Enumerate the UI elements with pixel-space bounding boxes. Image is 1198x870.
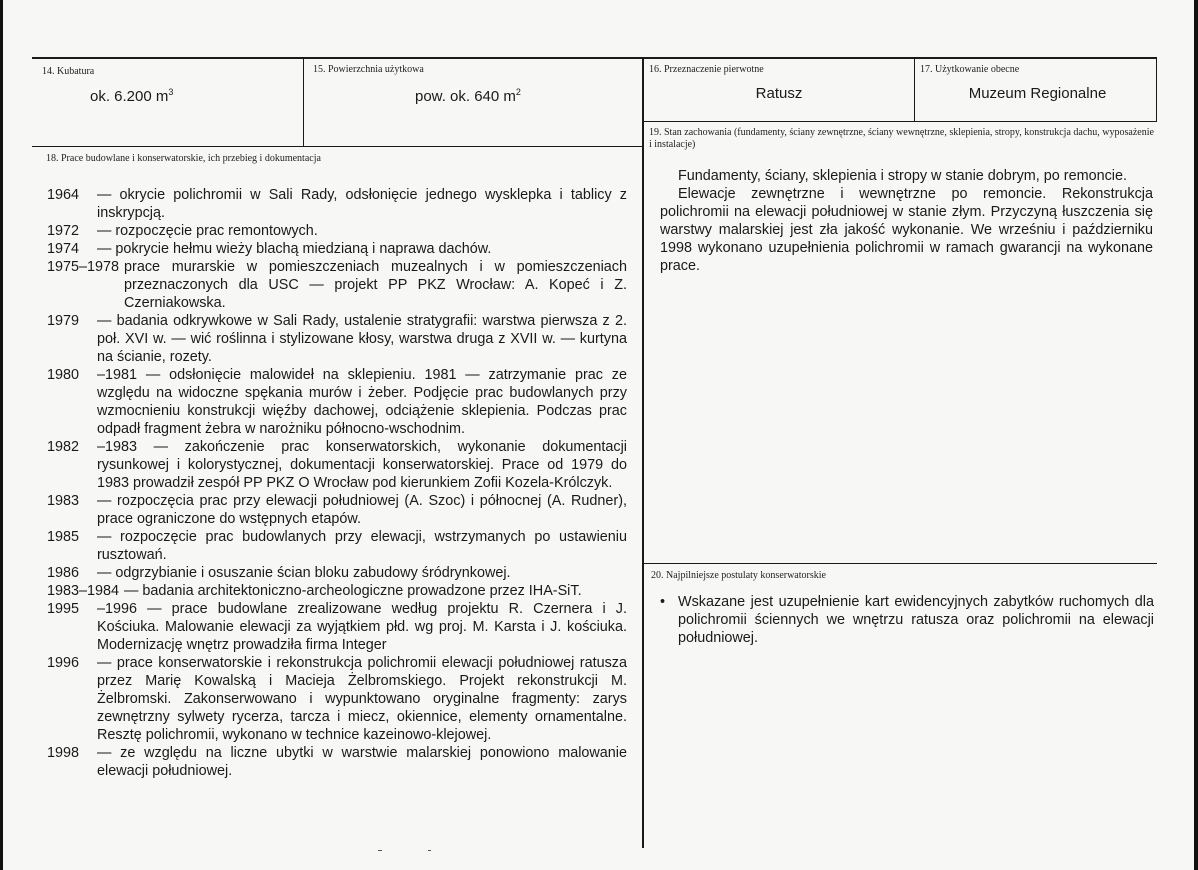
scan-edge-left bbox=[0, 0, 3, 870]
work-text: — rozpoczęcie prac budowlanych przy elewacji, wstrzymanych po ustawieniu rusztowań. bbox=[97, 529, 627, 563]
work-text: –1983 — zakończenie prac konserwatorskich, wykonanie dokumentacji rysunkowej i kolorystycznej, dokumentacji konserwatorskiej. Prace od 1979 do 1983 prowadził zespół PP PKZ O Wrocław pod kierunkiem Zofii Kozela-Królczyk. bbox=[97, 439, 627, 491]
work-text: — prace konserwatorskie i rekonstrukcja polichromii elewacji południowej ratusza przez Marię Kowalską i Macieja Żelbromskiego. Projekt rekonstrukcji M. Żelbromski. Zakonserwowano i wypunktowano oryginalne fragmenty: zarys zewnętrzny sylwety rycerza, tarcza i miecz, okiennice, elementy ornamentalne. Resztę polichromii, wykonano w technice kazeinowo-klejowej. bbox=[97, 655, 627, 743]
work-text: — badania architektoniczno-archeologiczne prowadzone przez IHA-SiT. bbox=[124, 583, 582, 599]
work-text: — rozpoczęcie prac remontowych. bbox=[97, 223, 318, 239]
work-year: 1972 bbox=[47, 223, 80, 239]
field-17-label: 17. Użytkowanie obecne bbox=[920, 64, 1020, 75]
field-14-value-text: ok. 6.200 m bbox=[90, 88, 169, 105]
work-text: — rozpoczęcia prac przy elewacji południowej (A. Szoc) i północnej (A. Rudner), prace ograniczone do wstępnych etapów. bbox=[97, 493, 627, 527]
work-text: — odgrzybianie i osuszanie ścian bloku zabudowy śródrynkowej. bbox=[97, 565, 511, 581]
work-entry bbox=[47, 528, 627, 564]
rule-above-20 bbox=[642, 563, 1157, 564]
condition-text bbox=[660, 167, 1153, 275]
field-17-value: Muzeum Regionalne bbox=[968, 85, 1107, 102]
bullet-icon: • bbox=[660, 594, 666, 610]
work-entry bbox=[47, 654, 627, 744]
work-text: — okrycie polichromii w Sali Rady, odsłonięcie jednego wysklepka i tablicy z inskrypcją. bbox=[97, 187, 627, 221]
work-text: — badania odkrywkowe w Sali Rady, ustalenie stratygrafii: warstwa pierwsza z 2. poł. XVI w. — wić roślinna i stylizowane kłosy, warstwa druga z XVII w. — kurtyna na ścianie, rozety. bbox=[97, 313, 627, 365]
work-year: 1982 bbox=[47, 439, 80, 455]
work-entry bbox=[47, 600, 627, 654]
vertical-rule-14-15 bbox=[303, 58, 304, 146]
work-text: — ze względu na liczne ubytki w warstwie malarskiej ponowiono malowanie elewacji południowej. bbox=[97, 745, 627, 779]
vertical-rule-main bbox=[642, 58, 644, 848]
work-year: 1983–1984 bbox=[47, 583, 120, 599]
field-18-label: 18. Prace budowlane i konserwatorskie, ich przebieg i dokumentacja bbox=[46, 153, 321, 164]
rule-below-16-17 bbox=[642, 121, 1157, 122]
postulates-list bbox=[652, 593, 1154, 647]
field-15-value-text: pow. ok. 640 m bbox=[415, 88, 516, 105]
work-text: — pokrycie hełmu wieży blachą miedzianą i naprawa dachów. bbox=[97, 241, 492, 257]
work-entry bbox=[47, 492, 627, 528]
scan-edge-right bbox=[1194, 0, 1198, 870]
work-entry bbox=[47, 240, 627, 258]
work-year: 1964 bbox=[47, 187, 80, 203]
postulate-text: Wskazane jest uzupełnienie kart ewidencyjnych zabytków ruchomych dla polichromii ściennych we wnętrzu ratusza oraz polichromii na elewacji południowej. bbox=[678, 594, 1154, 646]
work-year: 1998 bbox=[47, 745, 80, 761]
field-14-value-sup: 3 bbox=[168, 87, 174, 97]
field-16-label: 16. Przeznaczenie pierwotne bbox=[649, 64, 764, 75]
work-entry bbox=[47, 564, 627, 582]
work-entry bbox=[47, 312, 627, 366]
field-14-value bbox=[90, 88, 173, 106]
top-rule-right bbox=[642, 57, 1157, 59]
field-15-value bbox=[415, 88, 521, 106]
work-entry bbox=[47, 186, 627, 222]
work-year: 1995 bbox=[47, 601, 80, 617]
work-year: 1974 bbox=[47, 241, 80, 257]
work-entry bbox=[47, 258, 627, 312]
condition-paragraph: Fundamenty, ściany, sklepienia i stropy w stanie dobrym, po remoncie. bbox=[678, 168, 1127, 184]
scan-mark bbox=[428, 850, 431, 851]
work-entry bbox=[47, 582, 627, 600]
work-text: –1981 — odsłonięcie malowideł na sklepieniu. 1981 — zatrzymanie prac ze względu na widoczne spękania murów i żeber. Podjęcie prac budowlanych przy wzmocnieniu konstrukcji więźby dachowej, odciążenie sklepienia. Podczas prac odpadł fragment żebra w narożniku północno-wschodnim. bbox=[97, 367, 627, 437]
work-entry bbox=[47, 222, 627, 240]
postulate-item bbox=[652, 593, 1154, 647]
field-15-value-sup: 2 bbox=[515, 87, 521, 97]
work-entry bbox=[47, 438, 627, 492]
work-year: 1980 bbox=[47, 367, 80, 383]
work-year: 1985 bbox=[47, 529, 80, 545]
work-entry bbox=[47, 366, 627, 438]
rule-below-14-15 bbox=[32, 146, 643, 147]
work-year: 1975–1978 bbox=[47, 259, 120, 275]
field-20-label: 20. Najpilniejsze postulaty konserwatorskie bbox=[651, 570, 826, 581]
work-entry bbox=[47, 744, 627, 780]
field-19-label: 19. Stan zachowania (fundamenty, ściany zewnętrzne, ściany wewnętrzne, sklepienia, stropy, konstrukcja dachu, wyposażenie i instalacje) bbox=[649, 127, 1154, 150]
scan-mark bbox=[378, 850, 382, 851]
work-year: 1986 bbox=[47, 565, 80, 581]
condition-paragraph: Elewacje zewnętrzne i wewnętrzne po remoncie. Rekonstrukcja polichromii na elewacji południowej w stanie złym. Przyczyną łuszczenia się warstwy malarskiej jest zła jakość wykonanie. We wrześniu i październiku 1998 wykonano uzupełnienia polichromii w ramach gwarancji na wykonane prace. bbox=[660, 186, 1153, 274]
work-text: prace murarskie w pomieszczeniach muzealnych i w pomieszczeniach przeznaczonych dla USC — projekt PP PKZ Wrocław: A. Kopeć i Z. Czerniakowska. bbox=[124, 259, 627, 311]
work-year: 1979 bbox=[47, 313, 80, 329]
field-14-label: 14. Kubatura bbox=[42, 66, 95, 77]
top-rule-left bbox=[32, 57, 642, 59]
field-16-value: Ratusz bbox=[755, 85, 803, 102]
work-year: 1996 bbox=[47, 655, 80, 671]
work-text: –1996 — prace budowlane zrealizowane według projektu R. Czernera i J. Kościuka. Malowanie elewacji za wyjątkiem płd. wg proj. M. Karsta i J. kościuka. Modernizację wnętrz prowadziła firma Integer bbox=[97, 601, 627, 653]
work-year: 1983 bbox=[47, 493, 80, 509]
works-list bbox=[47, 186, 627, 780]
field-15-label: 15. Powierzchnia użytkowa bbox=[313, 64, 424, 75]
